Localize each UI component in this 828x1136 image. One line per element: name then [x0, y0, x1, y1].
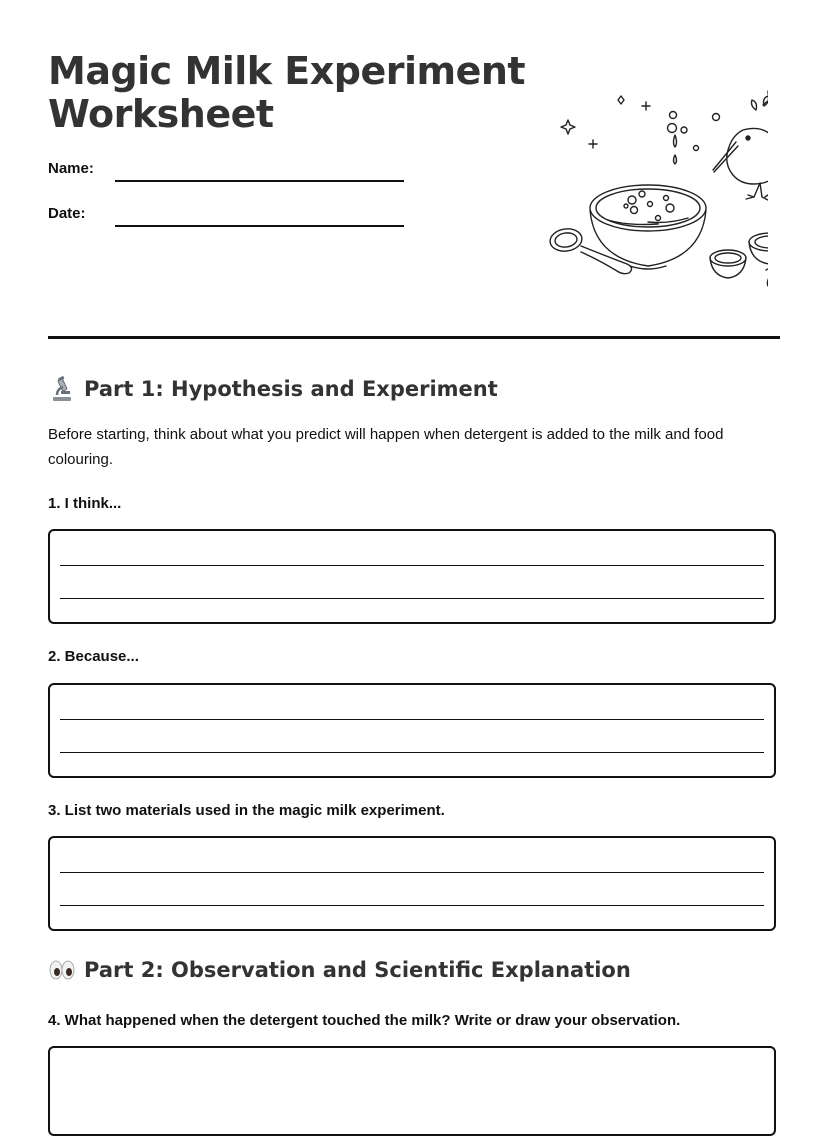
question-2-label: 2. Because... — [48, 648, 139, 665]
answer-line — [60, 752, 764, 753]
date-label: Date: — [48, 205, 86, 222]
question-1-label: 1. I think... — [48, 495, 122, 512]
question-3-label: 3. List two materials used in the magic milk experiment. — [48, 802, 445, 819]
answer-line — [60, 905, 764, 906]
part2-heading — [48, 956, 631, 984]
question-1-answer-box[interactable] — [48, 529, 776, 624]
answer-line — [60, 565, 764, 566]
page-title: Magic Milk Experiment Worksheet — [48, 49, 526, 136]
name-label: Name: — [48, 160, 94, 177]
question-2-answer-box[interactable] — [48, 683, 776, 778]
answer-line — [60, 598, 764, 599]
part1-intro: Before starting, think about what you predict will happen when detergent is added to the milk and food colouring. — [48, 426, 724, 468]
part1-heading — [48, 375, 498, 403]
microscope-icon — [48, 375, 76, 403]
question-3-answer-box[interactable] — [48, 836, 776, 931]
eyes-icon — [48, 956, 76, 984]
worksheet-page — [48, 0, 780, 1118]
part2-heading-text: Part 2: Observation and Scientific Explanation — [84, 958, 631, 982]
name-field[interactable] — [115, 180, 404, 182]
question-4-label: 4. What happened when the detergent touched the milk? Write or draw your observation. — [48, 1012, 681, 1029]
answer-line — [60, 872, 764, 873]
part1-heading-text: Part 1: Hypothesis and Experiment — [84, 377, 498, 401]
section-divider — [48, 336, 780, 339]
question-4-answer-box[interactable] — [48, 1046, 776, 1136]
kiwi-bird-milk-bowl-illustration — [538, 80, 768, 300]
answer-line — [60, 719, 764, 720]
date-field[interactable] — [115, 225, 404, 227]
